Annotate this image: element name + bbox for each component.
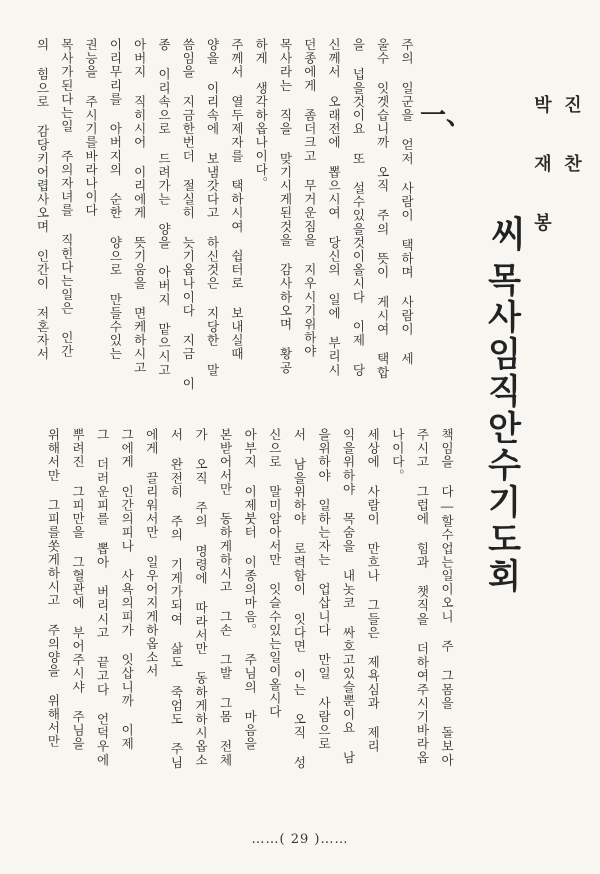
page-number: ……( 29 )…… [251,832,349,847]
text-column: 나이다。 [390,428,406,483]
text-column: 을위하야 일하는자는 업삽니다 만일 사람으로 [316,428,332,751]
text-column: 아버지 직히시어 이리에게 뜻기움을 면케하시고 [132,38,148,375]
text-column: 본받어서만 동하게하시고 그손 그발 그몸 전체 [218,428,234,767]
text-column: 던종에게 좀더크고 무거운짐을 지우시기위하야 [302,38,318,359]
text-column: 그 더러운피를 뽑아 버리시고 끝고다 언덕우에 [95,428,111,767]
text-column: 신으로 말미암아서만 잇슬수있는일이올시다 [267,428,283,719]
text-column: 세상에 사람이 만흐나 그들은 제욕심과 제리 [365,428,381,754]
text-column: 목사라는 직을 맞기시게된것을 감사하오며 황공 [278,38,293,375]
text-column: 위해서만 그피를쏫게하시고 주의양을 위해서만 [45,428,61,749]
text-column: 주께서 열두제자를 택하시여 쉽터로 보내실때 [229,38,245,361]
text-column: 익을위하야 목숨을 내놋코 싸호고있슬뿐이요 남 [341,428,357,765]
text-column: 서 완전히 주의 기게가되여 삶도 죽엄도 주님 [168,428,184,770]
text-column: 신께서 오래전에 뽑으시여 당신의 일에 부리시 [326,38,342,377]
text-column: 주시고 그럽에 힘과 챗직을 더하여주시기바라옵 [414,428,430,765]
page-title: 목사임직안수기도회 [481,262,521,595]
text-column: 씀임을 지금한번더 절실히 늣기옵나이다 지금 이 [180,38,196,391]
text-column: 울수 잇겟습니까 오직 주의 뜻이 게시여 택합 [375,38,391,380]
text-column: 가 오직 주의 명령에 따라서만 동하게하시옵소 [193,428,209,767]
text-column: 양을 이리속에 보냄갓다고 하신것은 지당한 말 [205,38,221,377]
text-column: 을 넙을것이요 또 설수있을것이올시다 이제 당 [350,38,366,377]
text-column: 서 남을위하야 로력함이 잇다면 이는 오직 성 [291,428,307,770]
text-column: 주의 일군을 얻저 사람이 택하며 사람이 세 [399,38,415,366]
author-name-line1: 진 찬 [561,95,582,182]
author-name-line2: 박 재 봉 [531,95,552,241]
text-column: 이리무리를 아버지의 순한 양으로 만들수있는 [107,38,123,361]
section-number: 一、 [420,101,473,131]
text-column: 권능을 주시기를바라나이다 [83,38,99,218]
text-column: 의 힘으로 감당키어렵사오며 인간이 저혼자서 [35,38,50,361]
text-column: 종 이리속으로 드려가는 양을 아버지 맡으시고 [156,38,172,377]
text-column: 에게 끌리워서만 일우어지게하옵소서 [144,428,160,678]
honorific: 씨 [485,215,526,251]
text-column: 목사가된다는일 주의자녀를 직힌다는일은 인간 [59,38,75,359]
text-column: 아부지 이제붓터 이종의마음。 주님의 마음을 [242,428,258,751]
text-column: 하게 생각하옵나이다。 [253,38,269,191]
text-column: 그에게 인간의피나 사욕의피가 잇삽니까 이제 [119,428,135,751]
text-column: 책임을 다―할수업는일이오니 주 그몸을 돌보아 [439,428,455,767]
text-column: 뿌려진 그피만을 그혈관에 부어주시샤 주님을 [70,428,86,751]
